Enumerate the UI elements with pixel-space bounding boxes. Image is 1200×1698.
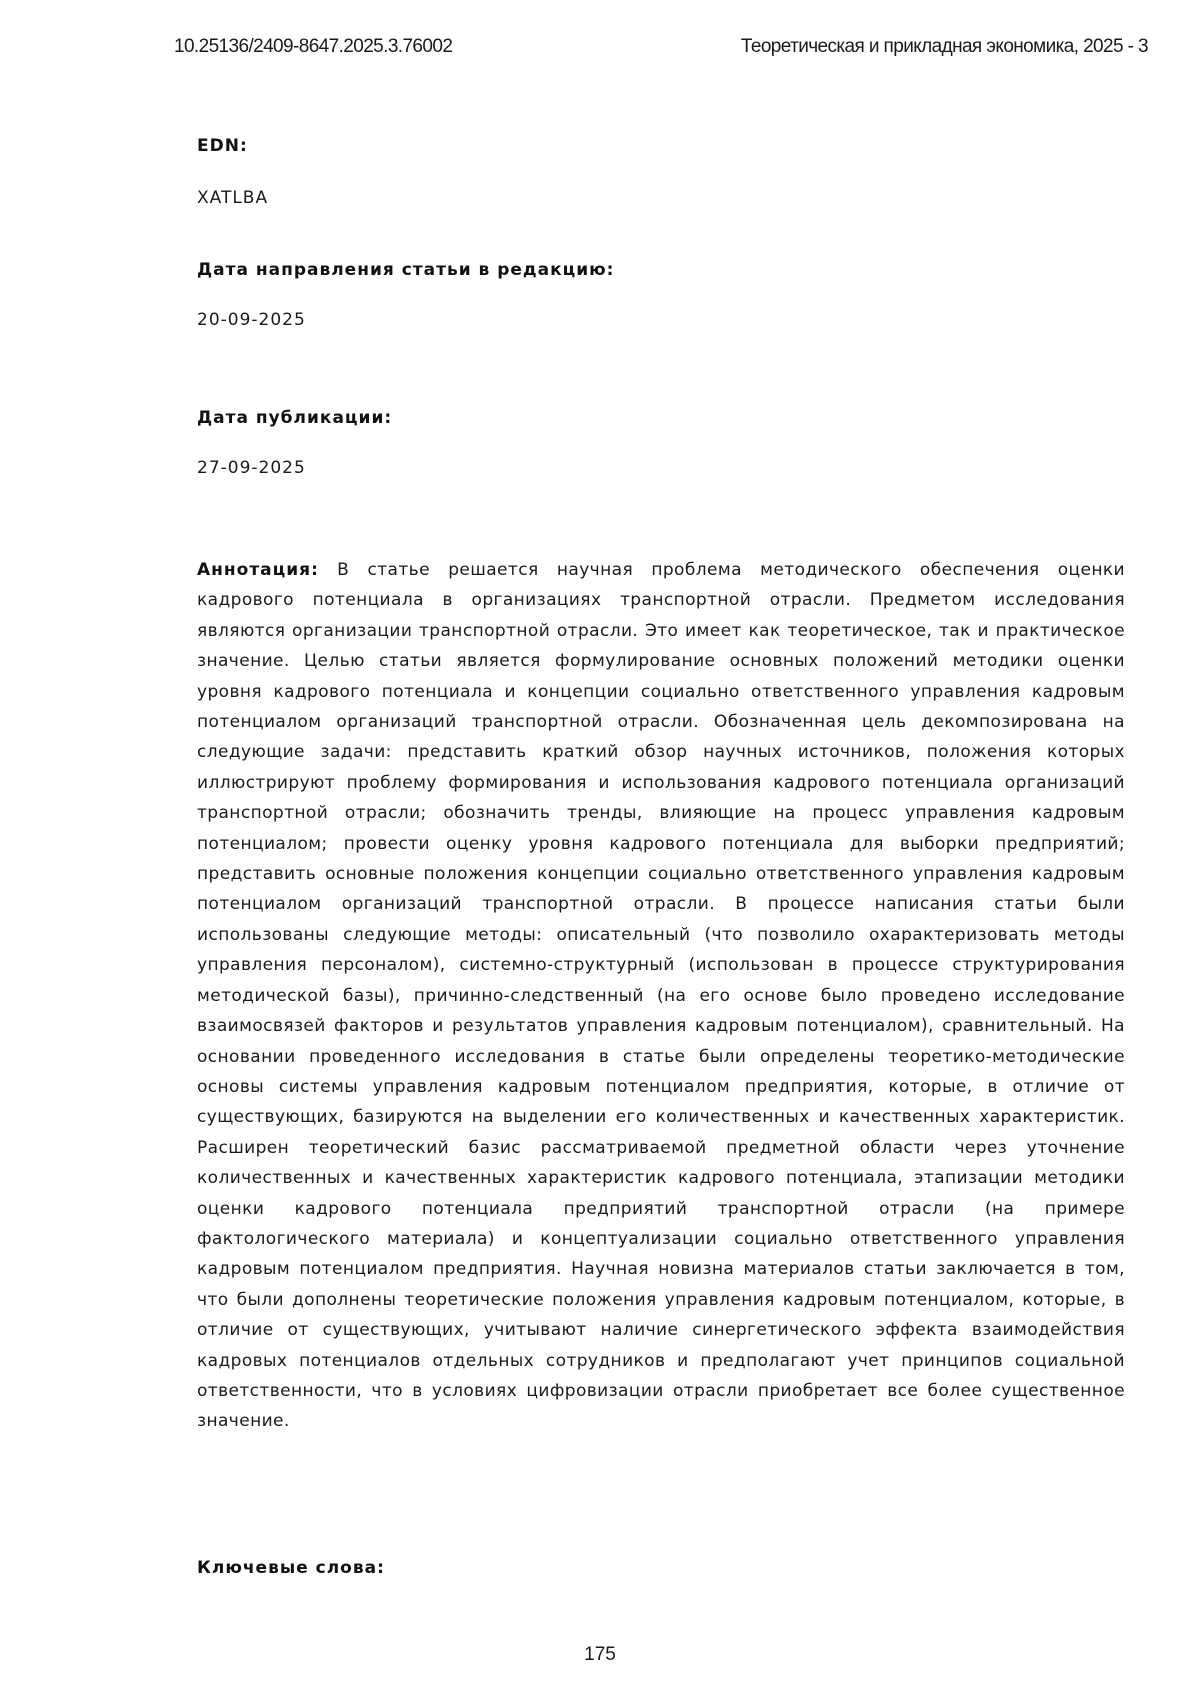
page-number: 175 [584,1644,616,1665]
submitted-date-label: Дата направления статьи в редакцию: [197,260,615,280]
edn-label: EDN: [197,136,248,156]
submitted-date-value: 20-09-2025 [197,310,306,330]
abstract-label: Аннотация: [197,560,319,580]
published-date-label: Дата публикации: [197,408,393,428]
abstract-text: В статье решается научная проблема методического обеспечения оценки кадрового потенциала в организациях транспортной отрасли. Предметом исследования являются организации транспортной отрасли. Это имеет как теоретическое, так и практическое значение. Целью статьи является формулирование основных положений методики оценки уровня кадрового потенциала и концепции социально ответственного управления кадровым потенциалом организаций транспортной отрасли. Обозначенная цель декомпозирована на следующие задачи: представить краткий обзор научных источников, положения которых иллюстрируют проблему формирования и использования кадрового потенциала организаций транспортной отрасли; обозначить тренды, влияющие на процесс управления кадровым потенциалом; провести оценку уровня кадрового потенциала для выборки предприятий; представить основные положения концепции социально ответственного управления кадровым потенциалом организаций транспортной отрасли. В процессе написания статьи были использованы следующие методы: описательный (что позволило охарактеризовать методы управления персоналом), системно-структурный (использован в процессе структурирования методической базы), причинно-следственный (на его основе было проведено исследование взаимосвязей факторов и результатов управления кадровым потенциалом), сравнительный. На основании проведенного исследования в статье были определены теоретико-методические основы системы управления кадровым потенциалом предприятия, которые, в отличие от существующих, базируются на выделении его количественных и качественных характеристик. Расширен теоретический базис рассматриваемой предметной области через уточнение количественных и качественных характеристик кадрового потенциала, этапизации методики оценки кадрового потенциала предприятий транспортной отрасли (на примере фактологического материала) и концептуализации социально ответственного управления кадровым потенциалом предприятия. Научная новизна материалов статьи заключается в том, что были дополнены теоретические положения управления кадровым потенциалом, которые, в отличие от существующих, учитывают наличие синергетического эффекта взаимодействия кадровых потенциалов отдельных сотрудников и предполагают учет принципов социальной ответственности, что в условиях цифровизации отрасли приобретает все более существенное значение. [197,560,1125,1432]
published-date-value: 27-09-2025 [197,458,306,478]
journal-header: Теоретическая и прикладная экономика, 2025 - 3 [740,36,1148,57]
edn-value: XATLBA [197,188,269,208]
keywords-label: Ключевые слова: [197,1558,385,1578]
abstract [197,555,1125,1437]
doi-header: 10.25136/2409-8647.2025.3.76002 [174,36,453,57]
